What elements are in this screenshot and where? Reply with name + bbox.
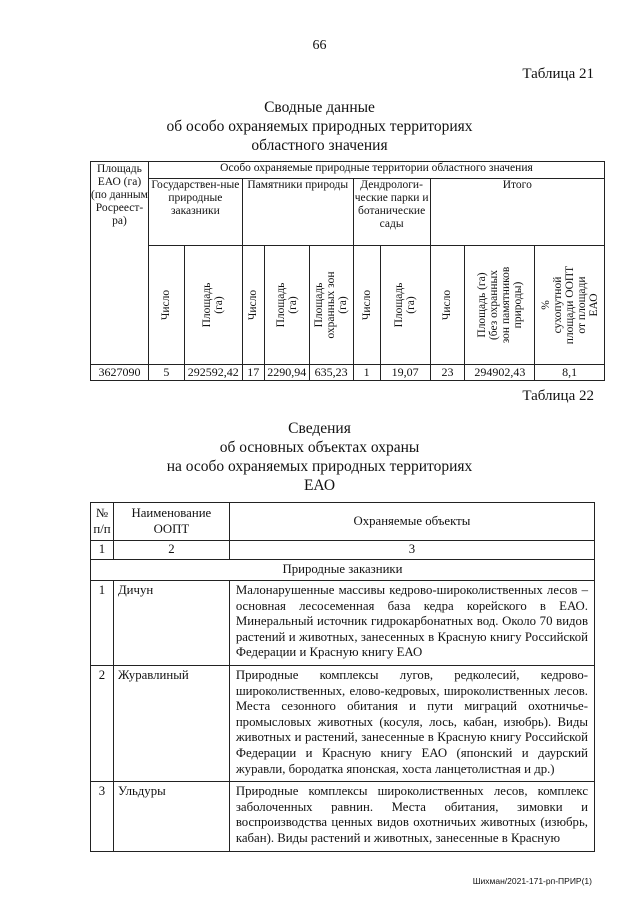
subheader-area-text: Площадь (га): [393, 282, 418, 328]
header-name: Наименование ООПТ: [113, 503, 229, 541]
row-number: 2: [91, 666, 114, 782]
subheader-percent: [535, 246, 605, 365]
subheader-area-text: Площадь (га): [274, 282, 299, 328]
subheader-buffer-zone-text: Площадь охранных зон (га): [313, 271, 350, 339]
table-row: [91, 581, 595, 666]
section-heading: Природные заказники: [91, 560, 595, 581]
table-row: [91, 782, 595, 851]
row-objects: Природные комплексы лугов, редколесий, кедрово-широколиственных, елово-кедровых, широколиственных лесов. Места сезонного обитания и пути миграций охотничье-промысловых животных (косуля, лось, кабан, изюбрь). Виды животных и растений, занесенные в Красную книгу Российской Федерации и Красную книгу ЕАО (японский и даурский журавли, бородатка японская, хоста ланцетолистная и др.): [229, 666, 594, 782]
table-21-title-line: областного значения: [251, 137, 388, 154]
cell-area-eao: 3627090: [91, 365, 149, 381]
colnum-cell: 2: [113, 541, 229, 560]
row-name: Ульдуры: [113, 782, 229, 851]
row-number: 1: [91, 581, 114, 666]
document-footer-code: Шихман/2021-171-рп-ПРИР(1): [472, 876, 592, 886]
table-22-title: [0, 419, 639, 495]
row-name: Дичун: [113, 581, 229, 666]
row-objects: Малонарушенные массивы кедрово-широколиственных лесов – основная лесосеменная база кедра корейского в ЕАО. Минеральный источник гидрокарбонатных вод. Около 70 видов растений и животных, занесенных в Красную книгу Российской Федерации и Красную книгу ЕАО: [229, 581, 594, 666]
header-reserves: Государствен-ные природные заказники: [148, 179, 242, 246]
subheader-area: [264, 246, 309, 365]
cell-monuments-area: 2290,94: [264, 365, 309, 381]
subheader-count: [148, 246, 184, 365]
cell-reserves-area: 292592,42: [184, 365, 242, 381]
subheader-percent-text: % сухопутной площади ООПТ от площади ЕАО: [539, 265, 600, 345]
header-dendro: Дендрологи-ческие парки и ботанические сады: [353, 179, 430, 246]
colnum-cell: 3: [229, 541, 594, 560]
table-22-title-line: об основных объектах охраны: [219, 439, 420, 456]
row-objects: Природные комплексы широколиственных лесов, комплекс заболоченных равнин. Места обитания, зимовки и воспроизводства ценных видов охотничьих животных (изюбрь, кабан). Виды растений и животных, занесенные в Красную: [229, 782, 594, 851]
cell-dendro-area: 19,07: [380, 365, 430, 381]
subheader-area-total-text: Площадь (га) (без охранных зон памятников природы): [475, 266, 524, 344]
subheader-area-total: [465, 246, 535, 365]
header-monuments: Памятники природы: [242, 179, 353, 246]
subheader-area: [184, 246, 242, 365]
table-21-title-line: об особо охраняемых природных территориях: [166, 118, 473, 135]
table-22-title-line: на особо охраняемых природных территориях: [166, 458, 473, 475]
cell-monuments-zone: 635,23: [309, 365, 353, 381]
cell-total-count: 23: [430, 365, 465, 381]
header-oopt-group: Особо охраняемые природные территории областного значения: [148, 162, 604, 179]
subheader-count: [430, 246, 465, 365]
table-row: [91, 666, 595, 782]
header-objects: Охраняемые объекты: [229, 503, 594, 541]
subheader-buffer-zone: [309, 246, 353, 365]
subheader-count: [353, 246, 380, 365]
subheader-area: [380, 246, 430, 365]
subheader-count-text: Число: [247, 289, 260, 321]
header-total: Итого: [430, 179, 604, 246]
table-21-title-line: Сводные данные: [264, 99, 375, 116]
cell-dendro-count: 1: [353, 365, 380, 381]
subheader-count-text: Число: [441, 289, 454, 321]
table-22-label: Таблица 22: [522, 388, 594, 404]
subheader-count-text: Число: [160, 289, 173, 321]
header-area-eao: Площадь ЕАО (га) (по данным Росреест-ра): [91, 162, 149, 365]
subheader-area-text: Площадь (га): [201, 282, 226, 328]
table-21-title: [0, 98, 639, 155]
subheader-count: [242, 246, 264, 365]
cell-total-percent: 8,1: [535, 365, 605, 381]
colnum-cell: 1: [91, 541, 114, 560]
table-row: [91, 365, 605, 381]
table-22: [90, 502, 595, 852]
table-22-title-line: ЕАО: [303, 477, 336, 494]
cell-monuments-count: 17: [242, 365, 264, 381]
row-name: Журавлиный: [113, 666, 229, 782]
table-21-label: Таблица 21: [522, 66, 594, 82]
subheader-count-text: Число: [360, 289, 373, 321]
header-number: № п/п: [91, 503, 114, 541]
cell-reserves-count: 5: [148, 365, 184, 381]
row-number: 3: [91, 782, 114, 851]
table-22-title-line: Сведения: [288, 420, 351, 437]
table-21: [90, 161, 605, 381]
page-number: 66: [312, 38, 327, 53]
cell-total-area: 294902,43: [465, 365, 535, 381]
